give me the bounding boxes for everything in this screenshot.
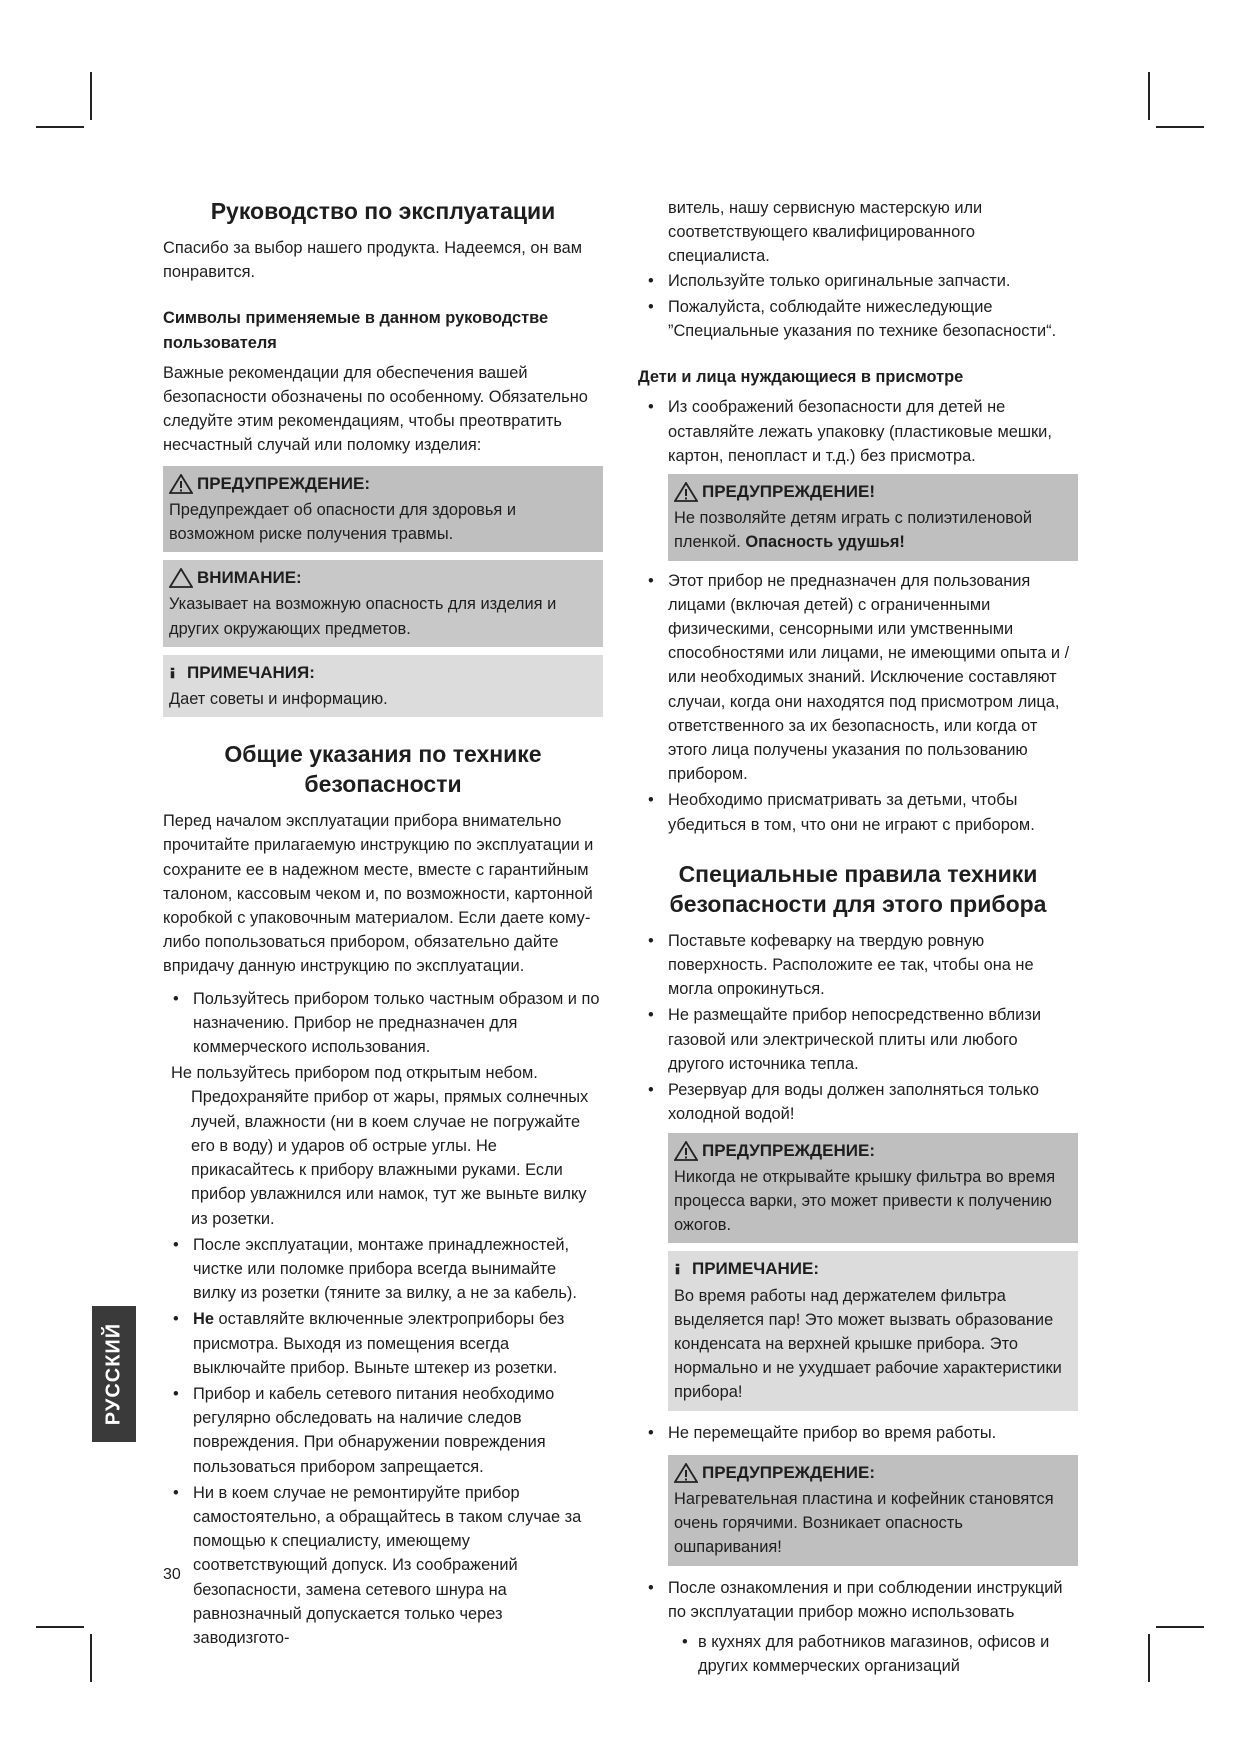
bold-not: Не	[193, 1310, 214, 1329]
info-icon	[169, 663, 183, 683]
warning-triangle-icon	[674, 1141, 698, 1161]
list-item: • Прибор и кабель сетевого питания необходимо регулярно обследовать на наличие следов повреждения. При обнаружении повреждения пользоваться прибором запрещается.	[163, 1382, 603, 1479]
crop-mark	[1156, 1626, 1204, 1628]
attention-title: ВНИМАНИЕ:	[197, 568, 302, 588]
list-item: • Поставьте кофеварку на твердую ровную поверхность. Расположите ее так, чтобы она не могла опрокинуться.	[638, 929, 1078, 1002]
general-text: Перед началом эксплуатации прибора внимательно прочитайте прилагаемую инструкцию по эксплуатации и сохраните ее в надежном месте, вместе с гарантийным талоном, кассовым чеком и, по возможности, картонной коробкой с упаковочным материалом. Если даете кому-либо попользоваться прибором, обязательно дайте впридачу данную инструкцию по эксплуатации.	[163, 812, 594, 976]
warning-box	[163, 466, 603, 553]
notes-text: Дает советы и информацию.	[169, 690, 388, 709]
warning-title: ПРЕДУПРЕЖДЕНИЕ!	[702, 482, 875, 502]
language-side-tab: РУССКИЙ	[92, 1306, 136, 1442]
list-item: Не пользуйтесь прибором под открытым небом. Предохраняйте прибор от жары, прямых солнечных лучей, влажности (ни в коем случае не погружайте его в воду) и ударов об острые углы. Не прикасайтесь к прибору влажными руками. Если прибор увлажнился или намок, тут же выньте вилку из розетки.	[171, 1064, 589, 1228]
manual-title: Руководство по эксплуатации	[210, 198, 556, 224]
symbols-text: Важные рекомендации для обеспечения вашей безопасности обозначены по особенному. Обязательно следуйте этим рекомендациям, чтобы преотвратить несчастный случай или поломку изделия:	[163, 363, 588, 455]
general-safety-title: Общие указания по технике безопасности	[224, 741, 542, 798]
note-box-steam	[668, 1251, 1078, 1410]
general-bullet-list	[163, 987, 603, 1650]
list-item: • в кухнях для работников магазинов, офисов и других коммерческих организаций	[638, 1630, 1078, 1678]
crop-mark	[1156, 126, 1204, 128]
right-column	[638, 196, 1078, 1680]
caution-triangle-icon	[169, 568, 193, 588]
warning-text: Никогда не открывайте крышку фильтра во время процесса варки, это может привести к получению ожогов.	[674, 1167, 1056, 1235]
warning-triangle-icon	[674, 482, 698, 502]
list-item: • Не размещайте прибор непосредственно вблизи газовой или электрической плиты или любого другого источника тепла.	[638, 1003, 1078, 1076]
crop-mark	[90, 72, 92, 120]
list-item: • Пожалуйста, соблюдайте нижеследующие ”Специальные указания по технике безопасности“.	[638, 295, 1078, 343]
crop-mark	[36, 1626, 84, 1628]
list-item: • После ознакомления и при соблюдении инструкций по эксплуатации прибор можно использовать	[638, 1576, 1078, 1624]
warning-triangle-icon	[674, 1463, 698, 1483]
warning-title: ПРЕДУПРЕЖДЕНИЕ:	[702, 1462, 875, 1482]
warning-text: Не позволяйте детям играть с полиэтиленовой пленкой.	[674, 509, 1033, 552]
warning-text: Предупреждает об опасности для здоровья и возможном риске получения травмы.	[169, 500, 517, 544]
list-item: • Из соображений безопасности для детей не оставляйте лежать упаковку (пластиковые мешки, картон, пенопласт и т.д.) без присмотра.	[638, 395, 1078, 468]
crop-mark	[1148, 72, 1150, 120]
continued-text: витель, нашу сервисную мастерскую или соответствующего квалифицированного специалиста.	[668, 199, 983, 266]
special-rules-title: Специальные правила техники безопасности для этого прибора	[669, 860, 1047, 917]
warning-box-hot	[668, 1455, 1078, 1566]
attention-text: Указывает на возможную опасность для изделия и других окружающих предметов.	[169, 595, 557, 638]
crop-mark	[36, 126, 84, 128]
warning-title: ПРЕДУПРЕЖДЕНИЕ:	[197, 473, 370, 493]
list-item: • Используйте только оригинальные запчасти.	[638, 269, 1078, 293]
suffocation-warning: Опасность удушья!	[745, 533, 905, 552]
warning-title: ПРЕДУПРЕЖДЕНИЕ:	[702, 1140, 875, 1160]
list-item: • Необходимо присматривать за детьми, чтобы убедиться в том, что они не играют с прибором.	[638, 788, 1078, 836]
list-item: • Не оставляйте включенные электроприборы без присмотра. Выходя из помещения всегда выключайте прибор. Выньте штекер из розетки.	[163, 1307, 603, 1380]
crop-mark	[1148, 1634, 1150, 1682]
list-item: • Ни в коем случае не ремонтируйте прибор самостоятельно, а обращайтесь в таком случае за помощью к специалисту, имеющему соответствующий допуск. Из соображений безопасности, замена сетевого шнура на равнозначный допускается только через заводизгото-	[163, 1481, 603, 1650]
list-item: • Пользуйтесь прибором только частным образом и по назначению. Прибор не предназначен для коммерческого использования.	[163, 987, 603, 1060]
page-number: 30	[163, 1566, 181, 1583]
attention-box	[163, 560, 603, 647]
list-item: • Этот прибор не предназначен для пользования лицами (включая детей) с ограниченными физическими, сенсорными или умственными способностями или лицами, не имеющими опыта и /или необходимых знаний. Исключение составляют случаи, когда они находятся под присмотром лица, ответственного за их безопасность, или когда от этого лица получены указания по пользованию прибором.	[638, 569, 1078, 787]
note-text: Во время работы над держателем фильтра выделяется пар! Это может вызвать образование конденсата на верхней крышке прибора. Это нормально и не ухудшает рабочие характеристики прибора!	[674, 1286, 1062, 1402]
warning-box-filter	[668, 1133, 1078, 1244]
note-title: ПРИМЕЧАНИЕ:	[692, 1259, 819, 1279]
list-item: • После эксплуатации, монтаже принадлежностей, чистке или поломке прибора всегда вынимайте вилку из розетки (тяните за вилку, а не за кабель).	[163, 1233, 603, 1306]
symbols-heading: Символы применяемые в данном руководстве пользователя	[163, 309, 549, 352]
info-icon	[674, 1259, 688, 1279]
children-heading: Дети и лица нуждающиеся в присмотре	[638, 368, 964, 387]
list-item: • Резервуар для воды должен заполняться только холодной водой!	[638, 1078, 1078, 1126]
left-column	[163, 196, 603, 1652]
list-item: • Не перемещайте прибор во время работы.	[638, 1421, 1078, 1445]
crop-mark	[90, 1634, 92, 1682]
notes-box	[163, 655, 603, 717]
warning-triangle-icon	[169, 474, 193, 494]
notes-title: ПРИМЕЧАНИЯ:	[187, 662, 315, 682]
intro-text: Спасибо за выбор нашего продукта. Надеемся, он вам понравится.	[163, 239, 583, 282]
warning-text: Нагревательная пластина и кофейник становятся очень горячими. Возникает опасность ошпаривания!	[674, 1489, 1054, 1557]
warning-box-children	[668, 474, 1078, 561]
